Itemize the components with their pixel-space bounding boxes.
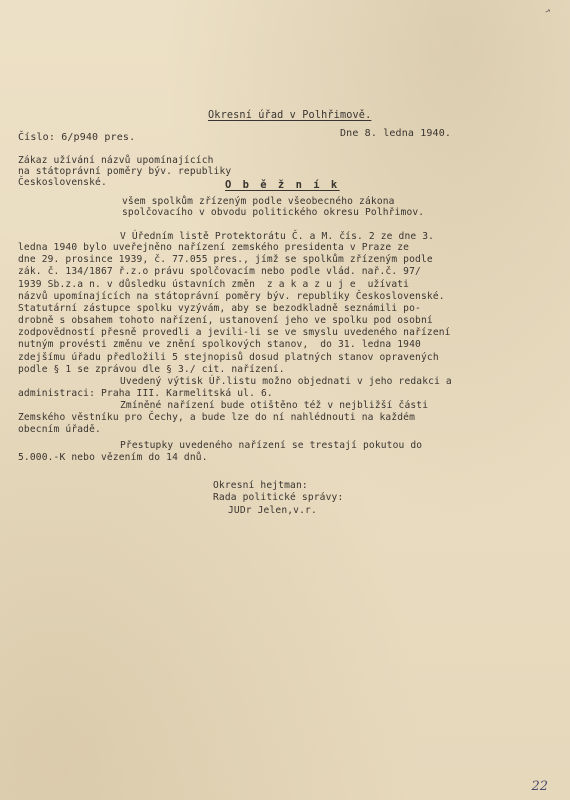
body-line: 5.000.-K nebo vězením do 14 dnů. xyxy=(18,452,208,463)
circular-heading: O b ě ž n í k xyxy=(225,179,340,191)
body-line: drobně s obsahem tohoto nařízení, ustanovení jeho ve spolku pod osobní xyxy=(18,315,433,326)
body-line: 1939 Sb.z.a n. v důsledku ústavních změn z a k a z u j e užívati xyxy=(18,279,410,290)
body-line: zák. č. 134/1867 ř.z.o právu spolčovacím nebo podle vlád. nař.č. 97/ xyxy=(18,266,421,277)
body-line: dne 29. prosince 1939, č. 77.055 pres., jímž se spolkům zřízeným podle xyxy=(18,254,433,265)
body-line: Statutární zástupce spolku vyzývám, aby se bezodkladně seznámili po- xyxy=(18,303,421,314)
document-date: Dne 8. ledna 1940. xyxy=(340,128,452,139)
address-line: všem spolkům zřízeným podle všeobecného zákona xyxy=(122,196,395,207)
body-line: Uvedený výtisk Úř.listu možno objednati v jeho redakci a xyxy=(120,376,452,387)
subject-line: na státoprávní poměry býv. republiky xyxy=(18,166,232,177)
body-line: Přestupky uvedeného nařízení se trestají pokutou do xyxy=(120,440,423,451)
body-line: zodpovědností přesně provedli a jevili-li se ve smyslu uvedeného nařízení xyxy=(18,327,451,338)
corner-mark: ↗ xyxy=(543,5,552,17)
reference-number: Číslo: 6/p940 pres. xyxy=(18,132,136,143)
subject-line: Československé. xyxy=(18,177,107,188)
body-line: nutným provésti změnu ve znění spolkových stanov, do 31. ledna 1940 xyxy=(18,339,421,350)
subject-line: Zákaz užívání názvů upomínajících xyxy=(18,155,214,166)
body-line: V Úředním listě Protektorátu Č. a M. čís. 2 ze dne 3. xyxy=(120,231,435,242)
page-number: 22 xyxy=(531,779,548,794)
body-line: administraci: Praha III. Karmelitská ul. 6. xyxy=(18,388,273,399)
body-line: Zemského věstníku pro Čechy, a bude lze do ní nahlédnouti na každém xyxy=(18,412,416,423)
signature-line: JUDr Jelen,v.r. xyxy=(228,505,317,516)
body-line: názvů upomínajících na státoprávní poměry býv. republiky Československé. xyxy=(18,291,445,302)
body-line: zdejšímu úřadu předložili 5 stejnopisů dosud platných stanov opravených xyxy=(18,352,439,363)
body-line: Zmíněné nařízení bude otištěno též v nejbližší části xyxy=(120,400,429,411)
signature-line: Okresní hejtman: xyxy=(213,480,308,491)
body-line: podle § 1 se zprávou dle § 3./ cit. nařízení. xyxy=(18,364,285,375)
signature-line: Rada politické správy: xyxy=(213,492,344,503)
address-line: spolčovacího v obvodu politického okresu Polhřimov. xyxy=(122,207,425,218)
body-line: ledna 1940 bylo uveřejněno nařízení zemského presidenta v Praze ze xyxy=(18,242,410,253)
body-line: obecním úřadě. xyxy=(18,424,101,435)
office-title: Okresní úřad v Polhřimově. xyxy=(208,110,372,121)
